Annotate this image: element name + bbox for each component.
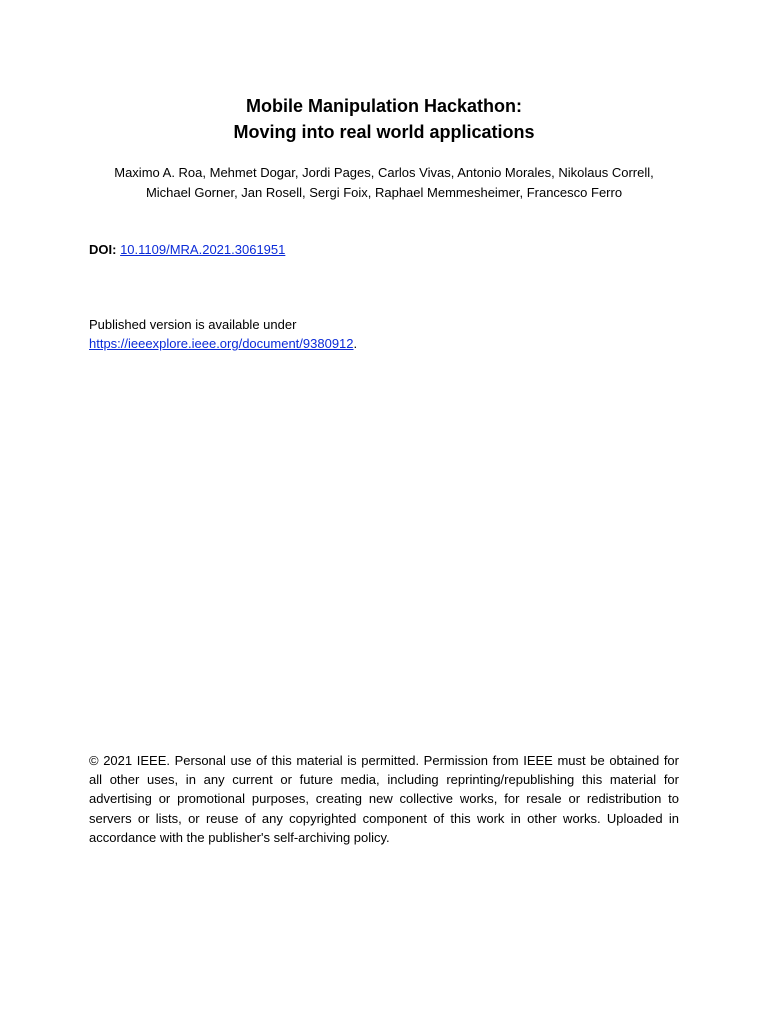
- published-url-line: [89, 334, 357, 353]
- doi-line: [89, 240, 285, 260]
- paper-title: [0, 93, 768, 145]
- published-period: .: [353, 336, 358, 351]
- doi-link[interactable]: 10.1109/MRA.2021.3061951: [120, 242, 286, 257]
- doi-label: DOI:: [89, 242, 117, 257]
- published-notice: [89, 315, 357, 353]
- published-url-link[interactable]: https://ieeexplore.ieee.org/document/9380912: [89, 336, 354, 351]
- author-list: [60, 163, 708, 203]
- title-line-1: Mobile Manipulation Hackathon:: [245, 96, 522, 116]
- title-line-2: Moving into real world applications: [233, 122, 535, 142]
- copyright-notice: © 2021 IEEE. Personal use of this material is permitted. Permission from IEEE must be obtained for all other uses, in any current or future media, including reprinting/republishing this material for advertising or promotional purposes, creating new collective works, for resale or redistribution to servers or lists, or reuse of any copyrighted component of this work in other works. Uploaded in accordance with the publisher's self-archiving policy.: [89, 753, 679, 845]
- published-text: Published version is available under: [89, 317, 297, 332]
- authors-line-1: Maximo A. Roa, Mehmet Dogar, Jordi Pages, Carlos Vivas, Antonio Morales, Nikolaus Correll,: [114, 165, 654, 180]
- authors-line-2: Michael Gorner, Jan Rosell, Sergi Foix, Raphael Memmesheimer, Francesco Ferro: [145, 185, 623, 200]
